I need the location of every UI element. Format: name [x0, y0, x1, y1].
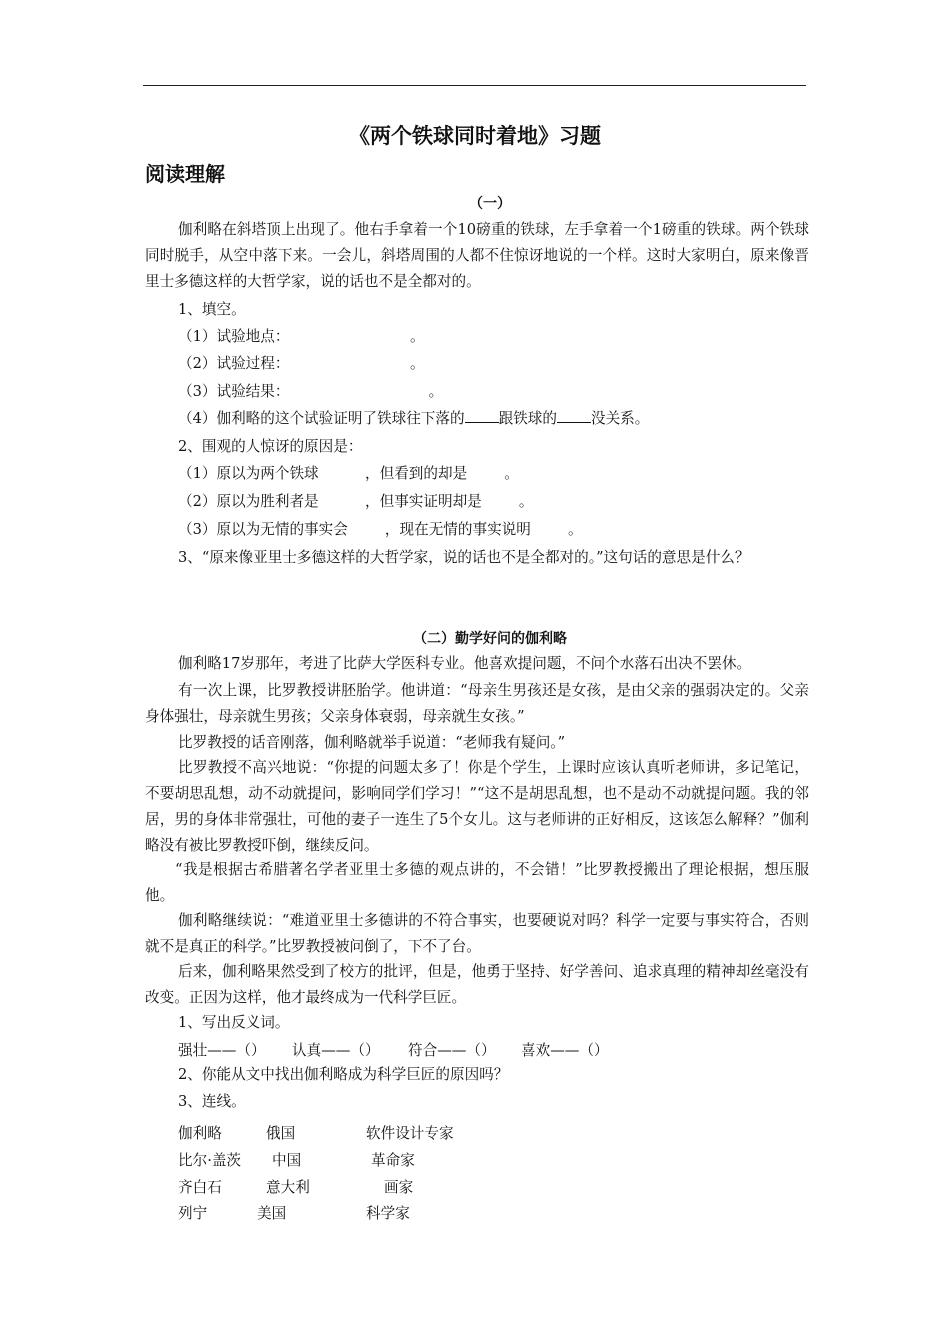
s1-q2-2: （2）原以为胜利者是 ，但事实证明却是 。 — [178, 493, 534, 510]
match-role: 画家 — [384, 1179, 414, 1196]
match-role: 科学家 — [366, 1205, 410, 1222]
s2-p2: 有一次上课，比罗教授讲胚胎学。他讲道：“母亲生男孩还是女孩，是由父亲的强弱决定的。父亲身体强壮，母亲就生男孩；父亲身体衰弱，母亲就生女孩。” — [145, 682, 809, 725]
antonym-item: 强壮——（） — [178, 1042, 266, 1059]
s1-q1: 1、填空。 — [178, 301, 246, 318]
s1-q2-3: （3）原以为无情的事实会 ，现在无情的事实说明 。 — [178, 521, 583, 538]
section1-passage: 伽利略在斜塔顶上出现了。他右手拿着一个10磅重的铁球，左手拿着一个1磅重的铁球。两个铁球同时脱手，从空中落下来。一会儿，斜塔周围的人都不住惊讶地说的一个样。这时大家明白，原来像晋里士多德这样的大哲学家，说的话也不是全都对的。 — [145, 221, 809, 290]
match-name: 比尔·盖茨 — [178, 1152, 242, 1169]
page-title: 《两个铁球同时着地》习题 — [349, 124, 601, 148]
s1-q1-2: （2）试验过程： 。 — [178, 355, 425, 372]
antonym-item: 符合——（） — [408, 1042, 496, 1059]
match-name: 伽利略 — [178, 1125, 222, 1142]
s1-q2: 2、围观的人惊讶的原因是： — [178, 438, 363, 455]
fill-blank[interactable] — [465, 408, 499, 423]
section1-label: （一） — [469, 196, 511, 212]
s2-p3: 比罗教授的话音刚落，伽利略就举手说道：“老师我有疑问。” — [178, 734, 566, 751]
s1-q1-4b: 跟铁球的 — [498, 410, 557, 427]
s1-q1-1: （1）试验地点： 。 — [178, 328, 425, 345]
section-heading: 阅读理解 — [145, 162, 225, 186]
s2-p7: 后来，伽利略果然受到了校方的批评，但是，他勇于坚持、好学善问、追求真理的精神却丝毫没有改变。正因为这样，他才最终成为一代科学巨匠。 — [145, 963, 809, 1006]
s2-p1: 伽利略17岁那年，考进了比萨大学医科专业。他喜欢提问题，不问个水落石出决不罢休。 — [178, 655, 752, 672]
antonym-item: 喜欢——（） — [521, 1042, 609, 1059]
s1-q1-4 — [178, 406, 649, 432]
match-name: 齐白石 — [178, 1179, 222, 1196]
match-role: 革命家 — [371, 1152, 415, 1169]
match-role: 软件设计专家 — [366, 1125, 454, 1142]
antonym-item: 认真——（） — [292, 1042, 380, 1059]
section2-label: （二）勤学好问的伽利略 — [413, 631, 567, 647]
s1-q3: 3、“原来像亚里士多德这样的大哲学家，说的话也不是全都对的。”这句话的意思是什么？ — [178, 549, 750, 566]
match-country: 美国 — [257, 1205, 287, 1222]
match-country: 俄国 — [266, 1125, 296, 1142]
s1-q1-4c: 没关系。 — [590, 410, 650, 427]
s1-q1-4a: （4）伽利略的这个试验证明了铁球往下落的 — [178, 410, 465, 427]
s2-p5: “我是根据古希腊著名学者亚里士多德的观点讲的，不会错！”比罗教授搬出了理论根据，想压服他。 — [145, 861, 809, 904]
match-name: 列宁 — [178, 1205, 208, 1222]
s1-q1-3: （3）试验结果： 。 — [178, 383, 444, 400]
match-country: 中国 — [272, 1152, 302, 1169]
fill-blank[interactable] — [557, 408, 591, 423]
header-rule — [143, 85, 806, 86]
s2-q2: 2、你能从文中找出伽利略成为科学巨匠的原因吗？ — [178, 1066, 509, 1083]
s2-q3: 3、连线。 — [178, 1093, 246, 1110]
s1-q2-1: （1）原以为两个铁球 ，但看到的却是 。 — [178, 465, 519, 482]
s2-p6: 伽利略继续说：“难道亚里士多德讲的不符合事实，也要硬说对吗？科学一定要与事实符合，否则就不是真正的科学。”比罗教授被问倒了，下不了台。 — [145, 912, 809, 955]
s2-p4: 比罗教授不高兴地说：“你提的问题太多了！你是个学生，上课时应该认真听老师讲，多记笔记，不要胡思乱想，动不动就提问，影响同学们学习！”“这不是胡思乱想，也不是动不动就提问题。我的邻居，男的身体非常强壮，可他的妻子一连生了5个女儿。这与老师讲的正好相反，这该怎么解释？”伽利略没有被比罗教授吓倒，继续反问。 — [145, 759, 809, 854]
match-country: 意大利 — [266, 1179, 310, 1196]
s2-q1: 1、写出反义词。 — [178, 1014, 290, 1031]
